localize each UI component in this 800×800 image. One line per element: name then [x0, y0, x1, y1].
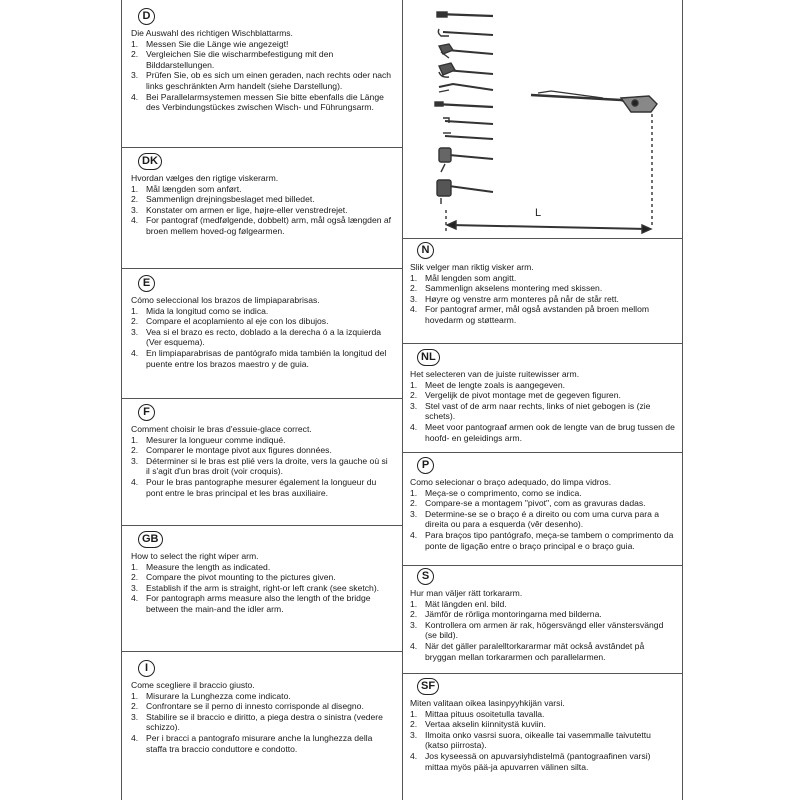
list-item: 4. For pantograph arms measure also the length of the bridge between the main-and the idler arm.	[131, 593, 371, 614]
section-heading: Miten valitaan oikea lasinpyyhkijän varsi.	[410, 698, 565, 708]
section-german	[131, 8, 393, 113]
section-divider	[121, 651, 403, 652]
list-item: 1. Mål lengden som angitt.	[410, 272, 517, 283]
list-item: 3. Høyre og venstre arm monteres på når de står rett.	[410, 293, 619, 304]
section-heading: Como selecionar o braço adequado, do limpa vidros.	[410, 477, 612, 487]
arm-end-variant	[439, 63, 493, 77]
list-item: 2. Jämför de rörliga montoringarna med bilderna.	[410, 609, 602, 620]
list-item: 2. Vertaa akselin kiinnitystä kuviin.	[410, 719, 546, 730]
section-heading: How to select the right wiper arm.	[131, 551, 259, 561]
arrowhead-right-icon	[642, 225, 651, 233]
arm-end-variant	[443, 133, 493, 139]
list-item: 2. Compare el acoplamiento al eje con los dibujos.	[131, 316, 329, 327]
section-heading: Hvordan vælges den rigtige viskerarm.	[131, 173, 279, 183]
list-item: 2. Compare the pivot mounting to the pictures given.	[131, 572, 336, 583]
language-badge: I	[138, 660, 155, 677]
section-heading: Come scegliere il braccio giusto.	[131, 680, 255, 690]
section-divider	[403, 238, 683, 239]
main-wiper-arm	[531, 91, 657, 112]
language-badge: P	[417, 457, 434, 474]
arm-end-variant	[443, 118, 493, 124]
language-badge: E	[138, 275, 155, 292]
list-item: 4. Bei Parallelarmsystemen messen Sie bitte ebenfalls die Länge des Verbindungstückes zwischen Wisch- und Führungsarm.	[131, 91, 384, 113]
list-item: 3. Vea si el brazo es recto, doblado a la derecha ó a la izquierda (Ver esquema).	[131, 326, 382, 348]
arm-end-variant	[439, 84, 493, 92]
section-divider	[121, 398, 403, 399]
list-item: 3. Konstater om armen er lige, højre-eller venstredrejet.	[131, 204, 348, 215]
arm-end-variant	[438, 29, 493, 36]
list-item: 4. Para braços tipo pantógrafo, meça-se tambem o comprimento da ponte de ligação entre o braço principal e o braço guia.	[410, 529, 674, 551]
section-divider	[121, 525, 403, 526]
instruction-list	[131, 306, 393, 370]
list-item: 1. Mittaa pituus osoitetulla tavalla.	[410, 708, 545, 719]
instruction-list	[410, 488, 676, 552]
list-item: 1. Misurare la Lunghezza come indicato.	[131, 690, 291, 701]
arrowhead-left-icon	[447, 221, 456, 229]
section-norwegian	[410, 242, 676, 326]
list-item: 1. Mida la longitud como se indica.	[131, 305, 269, 316]
wiper-arm-illustration	[403, 0, 682, 238]
instruction-list	[410, 709, 676, 773]
list-item: 3. Determine-se se o braço é a direito ou com uma curva para a direita ou para a esquerda (vêr desenho).	[410, 508, 660, 530]
arm-end-variant	[437, 180, 493, 204]
section-divider	[403, 452, 683, 453]
list-item: 4. När det gäller paralelltorkararmar mät också avstândet på bryggan mellan torkararmen och parallelarmen.	[410, 640, 645, 662]
list-item: 4. En limpiaparabrisas de pantógrafo mida también la longitud del puente entre los brazos maestro y de guia.	[131, 347, 387, 369]
section-divider	[121, 147, 403, 148]
list-item: 3. Stel vast of de arm naar rechts, links of niet gebogen is (zie schets).	[410, 400, 651, 422]
section-danish	[131, 153, 393, 237]
instruction-list	[131, 435, 393, 499]
section-french	[131, 404, 393, 498]
language-badge: NL	[417, 349, 440, 366]
list-item: 4. Jos kyseessä on apuvarsiyhdistelmä (pantograafinen varsi) mittaa myös pää-ja apuvarren välinen silta.	[410, 750, 651, 772]
section-spanish	[131, 275, 393, 369]
section-heading: Slik velger man riktig visker arm.	[410, 262, 534, 272]
section-italian	[131, 660, 393, 754]
language-badge: N	[417, 242, 434, 259]
section-english	[131, 531, 393, 615]
list-item: 3. Establish if the arm is straight, right-or left crank (see sketch).	[131, 582, 380, 593]
list-item: 1. Measure the length as indicated.	[131, 561, 271, 572]
list-item: 2. Sammenlign akselens montering med skissen.	[410, 283, 603, 294]
language-badge: DK	[138, 153, 162, 170]
list-item: 4. Pour le bras pantographe mesurer également la longueur du pont entre le bras principal et les bras auxiliaire.	[131, 476, 377, 498]
length-label: L	[535, 207, 542, 219]
list-item: 2. Confrontare se il perno di innesto corrisponde al disegno.	[131, 701, 364, 712]
instruction-list	[131, 184, 393, 237]
section-heading: Cómo seleccional los brazos de limpiaparabrisas.	[131, 295, 320, 305]
section-swedish	[410, 568, 676, 662]
list-item: 2. Sammenlign drejningsbeslaget med billedet.	[131, 194, 315, 205]
list-item: 4. Meet voor pantograaf armen ook de lengte van de brug tussen de hoofd- en geleidings arm.	[410, 421, 675, 443]
list-item: 1. Mesurer la longueur comme indiqué.	[131, 434, 286, 445]
section-portuguese	[410, 457, 676, 551]
list-item: 1. Meet de lengte zoals is aangegeven.	[410, 379, 565, 390]
list-item: 3. Prüfen Sie, ob es sich um einen geraden, nach rechts oder nach links geschränkten Arm handelt (siehe Darstellung).	[131, 70, 392, 91]
instruction-list	[410, 599, 676, 663]
length-dimension-line	[450, 225, 648, 229]
section-heading: Die Auswahl des richtigen Wischblattarms.	[131, 28, 293, 38]
language-badge: S	[417, 568, 434, 585]
section-divider	[121, 268, 403, 269]
instruction-list	[410, 273, 676, 326]
list-item: 2. Vergelijk de pivot montage met de gegeven figuren.	[410, 390, 621, 401]
language-badge: GB	[138, 531, 163, 548]
language-badge: SF	[417, 678, 439, 695]
arm-end-variant	[435, 102, 493, 107]
section-divider	[403, 565, 683, 566]
arm-end-variant	[439, 148, 493, 172]
section-heading: Het selecteren van de juiste ruitewisser arm.	[410, 369, 580, 379]
wiper-arm-diagram	[403, 0, 682, 238]
language-badge: F	[138, 404, 155, 421]
arm-end-variant	[437, 12, 493, 17]
list-item: 2. Compare-se a montagem "pivot", com as gravuras dadas.	[410, 498, 646, 509]
list-item: 4. Per i bracci a pantografo misurare anche la lunghezza della staffa tra braccio conduttore e condotto.	[131, 732, 373, 754]
list-item: 1. Mål længden som anført.	[131, 183, 242, 194]
section-heading: Hur man väljer rätt torkararm.	[410, 588, 523, 598]
language-badge: D	[138, 8, 155, 25]
list-item: 1. Meça-se o comprimento, como se indica.	[410, 487, 582, 498]
arm-end-variant	[439, 44, 493, 58]
list-item: 3. Stabilire se il braccio e diritto, a piega destra o sinistra (vedere schizzo).	[131, 711, 383, 733]
section-divider	[403, 673, 683, 674]
list-item: 1. Mät längden enl. bild.	[410, 598, 507, 609]
section-dutch	[410, 349, 676, 443]
list-item: 2. Vergleichen Sie die wischarmbefestigung mit den Bilddarstellungen.	[131, 49, 334, 70]
list-item: 3. Déterminer si le bras est plié vers la droite, vers la gauche où si il s'agit d'un bras droit (voir croquis).	[131, 455, 388, 477]
instruction-list	[410, 380, 676, 444]
instruction-list	[131, 691, 393, 755]
section-finnish	[410, 678, 676, 772]
list-item: 4. For pantograf (medfølgende, dobbelt) arm, mål også længden af broen mellem hoved-og følgearmen.	[131, 215, 392, 236]
list-item: 1. Messen Sie die Länge wie angezeigt!	[131, 38, 289, 49]
section-heading: Comment choisir le bras d'essuie-glace correct.	[131, 424, 312, 434]
list-item: 3. Ilmoita onko vasrsi suora, oikealle tai vasemmalle taivutettu (katso piirrosta).	[410, 729, 651, 751]
list-item: 2. Comparer le montage pivot aux figures données.	[131, 445, 332, 456]
section-divider	[403, 343, 683, 344]
instruction-list	[131, 39, 393, 113]
list-item: 3. Kontrollera om armen är rak, högersvängd eller vänstersvängd (se bild).	[410, 619, 664, 641]
list-item: 4. For pantograf armer, mål også avstanden på broen mellom hovedarm og støttearm.	[410, 304, 650, 325]
instruction-list	[131, 562, 393, 615]
